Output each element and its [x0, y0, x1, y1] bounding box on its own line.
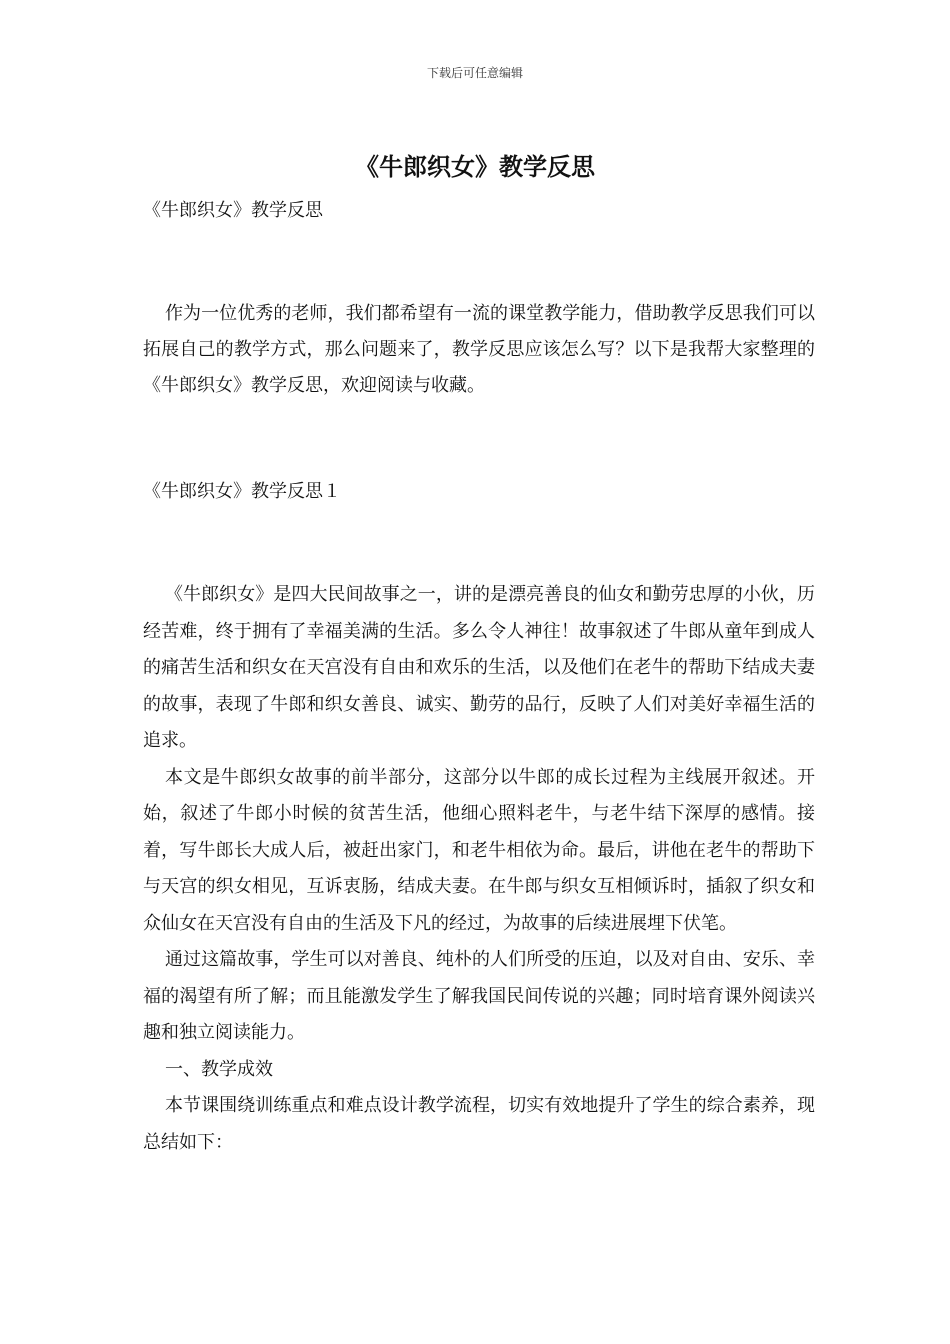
intro-paragraph: 作为一位优秀的老师，我们都希望有一流的课堂教学能力，借助教学反思我们可以拓展自己的教学方式，那么问题来了，教学反思应该怎么写？以下是我帮大家整理的《牛郎织女》教学反思，欢迎阅读与收藏。	[143, 303, 815, 396]
body-paragraph-2: 本文是牛郎织女故事的前半部分，这部分以牛郎的成长过程为主线展开叙述。开始，叙述了牛郎小时候的贫苦生活，他细心照料老牛，与老牛结下深厚的感情。接着，写牛郎长大成人后，被赶出家门，和老牛相依为命。最后，讲他在老牛的帮助下与天宫的织女相见，互诉衷肠，结成夫妻。在牛郎与织女互相倾诉时，插叙了织女和众仙女在天宫没有自由的生活及下凡的经过，为故事的后续进展埋下伏笔。	[143, 766, 815, 934]
body-paragraph-1: 《牛郎织女》是四大民间故事之一，讲的是漂亮善良的仙女和勤劳忠厚的小伙，历经苦难，终于拥有了幸福美满的生活。多么令人神往！故事叙述了牛郎从童年到成人的痛苦生活和织女在天宫没有自由和欢乐的生活，以及他们在老牛的帮助下结成夫妻的故事，表现了牛郎和织女善良、诚实、勤劳的品行，反映了人们对美好幸福生活的追求。	[143, 584, 815, 751]
document-subtitle: 《牛郎织女》教学反思	[143, 200, 323, 221]
body-paragraph-3: 通过这篇故事，学生可以对善良、纯朴的人们所受的压迫，以及对自由、安乐、幸福的渴望有所了解；而且能激发学生了解我国民间传说的兴趣；同时培育课外阅读兴趣和独立阅读能力。	[143, 949, 815, 1043]
body-text	[143, 577, 815, 1161]
subsection-heading: 一、教学成效	[165, 1058, 273, 1080]
document-title: 《牛郎织女》教学反思	[355, 152, 595, 181]
page-header-note: 下载后可任意编辑	[426, 66, 523, 80]
body-paragraph-4: 本节课围绕训练重点和难点设计教学流程，切实有效地提升了学生的综合素养，现总结如下：	[143, 1095, 815, 1153]
section-heading: 《牛郎织女》教学反思１	[143, 481, 341, 502]
